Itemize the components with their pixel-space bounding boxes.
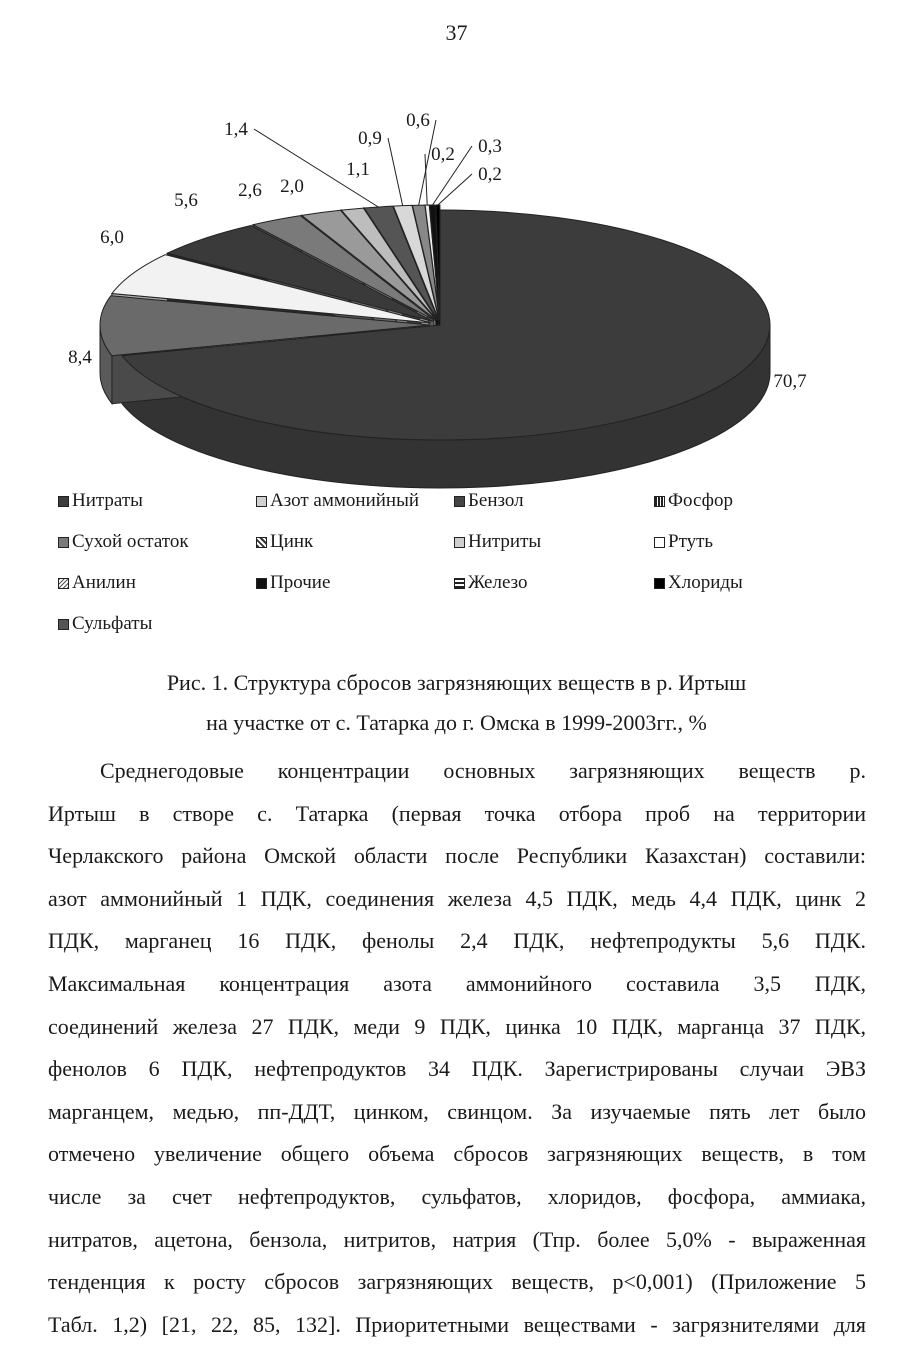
- pie-slice-label: 2,0: [280, 176, 304, 197]
- pie-slice-label: 0,2: [478, 164, 502, 185]
- pie-chart: [0, 100, 913, 490]
- leader-line: [425, 154, 427, 205]
- text-line: Максимальная концентрация азота аммонийного составила 3,5 ПДК,: [48, 970, 866, 996]
- text-line: Черлакского района Омской области после Республики Казахстан) составили:: [48, 843, 866, 869]
- pie-slice-label: 0,2: [431, 144, 455, 165]
- text-line: Иртыш в створе с. Татарка (первая точка отбора проб на территории: [48, 800, 866, 826]
- legend-label: Цинк: [270, 531, 314, 552]
- legend-item: [58, 572, 136, 594]
- pie-slice-label: 6,0: [100, 227, 124, 248]
- legend-item: [454, 572, 528, 594]
- legend-swatch: [58, 619, 69, 630]
- legend-label: Прочие: [270, 572, 331, 593]
- legend-item: [256, 490, 419, 512]
- legend-item: [58, 531, 189, 553]
- legend-item: [654, 531, 713, 553]
- legend-label: Нитраты: [72, 490, 143, 511]
- pie-slice-label: 1,4: [224, 119, 248, 140]
- legend-swatch: [58, 537, 69, 548]
- legend-swatch: [654, 537, 665, 548]
- legend-item: [58, 490, 143, 512]
- legend-label: Сухой остаток: [72, 531, 189, 552]
- legend-swatch: [454, 537, 465, 548]
- legend-item: [454, 490, 524, 512]
- body-paragraph: [48, 750, 866, 1346]
- text-line: Среднегодовые концентрации основных загрязняющих веществ р.: [100, 758, 866, 783]
- pie-slice-label: 0,3: [478, 136, 502, 157]
- pie-slice-label: 8,4: [68, 347, 92, 368]
- text-line: нитратов, ацетона, бензола, нитритов, натрия (Тпр. более 5,0% - выраженная: [48, 1226, 866, 1252]
- legend-swatch: [454, 578, 465, 589]
- text-line: азот аммонийный 1 ПДК, соединения железа 4,5 ПДК, медь 4,4 ПДК, цинк 2: [48, 885, 866, 911]
- legend-swatch: [58, 578, 69, 589]
- text-line: числе за счет нефтепродуктов, сульфатов, хлоридов, фосфора, аммиака,: [48, 1183, 866, 1209]
- legend-label: Нитриты: [468, 531, 542, 552]
- pie-slice-label: 5,6: [174, 190, 198, 211]
- legend-swatch: [256, 496, 267, 507]
- legend-label: Азот аммонийный: [270, 490, 420, 511]
- legend-label: Железо: [468, 572, 528, 593]
- text-line: тенденция к росту сбросов загрязняющих веществ, р<0,001) (Приложение 5: [48, 1269, 866, 1295]
- page-number: 37: [445, 20, 468, 45]
- pie-slice-label: 1,1: [346, 159, 370, 180]
- text-line: фенолов 6 ПДК, нефтепродуктов 34 ПДК. Зарегистрированы случаи ЭВЗ: [48, 1056, 866, 1082]
- legend-item: [58, 613, 152, 635]
- text-line: соединений железа 27 ПДК, меди 9 ПДК, цинка 10 ПДК, марганца 37 ПДК,: [48, 1013, 866, 1039]
- legend-label: Фосфор: [668, 490, 733, 511]
- legend-item: [454, 531, 541, 553]
- legend-swatch: [58, 496, 69, 507]
- legend-swatch: [654, 578, 665, 589]
- legend-label: Бензол: [468, 490, 524, 511]
- legend-label: Хлориды: [668, 572, 743, 593]
- legend-swatch: [256, 537, 267, 548]
- text-line: марганцем, медью, пп-ДДТ, цинком, свинцом. За изучаемые пять лет было: [48, 1098, 866, 1124]
- legend-label: Сульфаты: [72, 613, 153, 634]
- legend-item: [654, 490, 733, 512]
- figure-caption-line-1: Рис. 1. Структура сбросов загрязняющих веществ в р. Иртыш: [166, 670, 747, 695]
- legend-item: [256, 531, 313, 553]
- pie-slice-label: 0,9: [358, 128, 382, 149]
- text-line: Табл. 1,2) [21, 22, 85, 132]. Приоритетными веществами - загрязнителями для: [48, 1311, 866, 1337]
- text-line: ПДК, марганец 16 ПДК, фенолы 2,4 ПДК, нефтепродукты 5,6 ПДК.: [48, 928, 866, 954]
- legend-swatch: [256, 578, 267, 589]
- pie-slice-label: 0,6: [406, 110, 430, 131]
- leader-line: [388, 138, 403, 206]
- figure-caption-line-2: на участке от с. Татарка до г. Омска в 1999-2003гг., %: [206, 710, 707, 735]
- legend-swatch: [654, 496, 665, 507]
- legend-item: [654, 572, 743, 594]
- pie-slice-label: 2,6: [238, 180, 262, 201]
- legend-label: Ртуть: [668, 531, 714, 552]
- pie-slice-label: 70,7: [773, 371, 807, 392]
- legend-swatch: [454, 496, 465, 507]
- legend-item: [256, 572, 330, 594]
- text-line: отмечено увеличение общего объема сбросов загрязняющих веществ, в том: [48, 1141, 866, 1167]
- legend-label: Анилин: [72, 572, 136, 593]
